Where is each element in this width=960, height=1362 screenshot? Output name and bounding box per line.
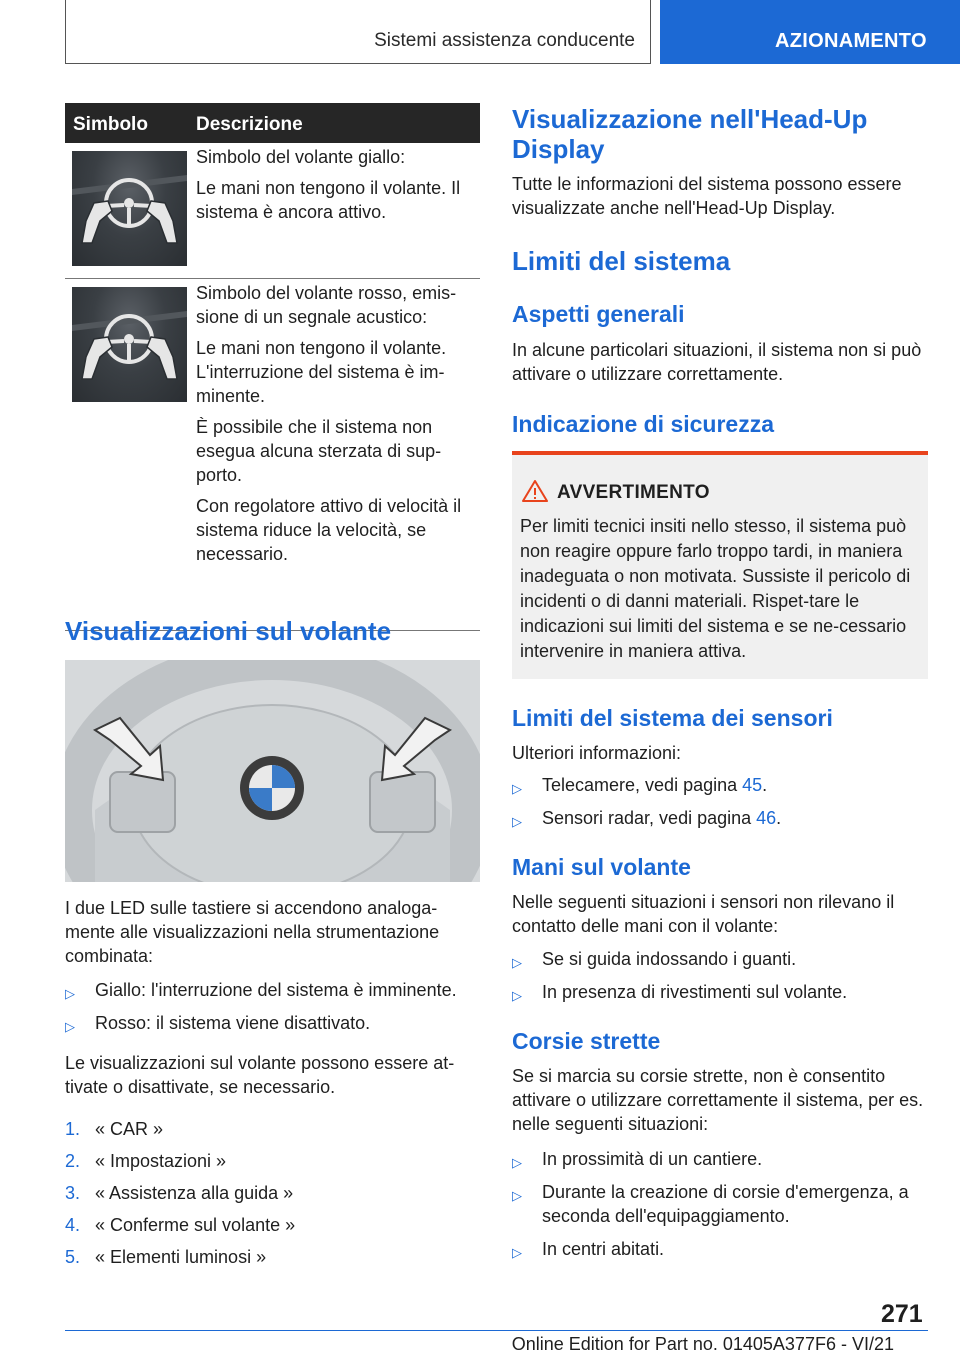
- heading-hands-on-wheel: Mani sul volante: [512, 854, 691, 880]
- triangle-bullet-icon: ▷: [65, 1019, 75, 1034]
- lanes-list: [512, 1147, 928, 1270]
- list-item: ▷ Se si guida indossando i guanti.: [512, 947, 928, 971]
- heading-safety-note: Indicazione di sicurezza: [512, 411, 775, 437]
- list-item: ▷ In presenza di rivestimenti sul volante.: [512, 980, 928, 1004]
- triangle-bullet-icon: ▷: [512, 955, 522, 970]
- triangle-bullet-icon: ▷: [512, 781, 522, 796]
- steering-wheel-hands-yellow-icon: [72, 151, 187, 266]
- general-text: In alcune particolari situazioni, il sistema non si può attivare o utilizzare correttamente.: [512, 340, 922, 384]
- list-item: 2. « Impostazioni »: [65, 1151, 227, 1171]
- activation-text: Le visualizzazioni sul volante possono essere at-tivate o disattivate, se necessario.: [65, 1053, 455, 1097]
- list-item: ▷ Giallo: l'interruzione del sistema è imminente.: [65, 978, 480, 1002]
- heading-sensor-limits: Limiti del sistema dei sensori: [512, 705, 833, 731]
- heading-narrow-lanes: Corsie strette: [512, 1028, 661, 1054]
- menu-steps-list: [65, 1117, 480, 1277]
- column-header-description: Descrizione: [196, 114, 303, 135]
- table-header: [65, 103, 480, 143]
- sensor-list: [512, 773, 928, 839]
- column-header-symbol: Simbolo: [73, 114, 148, 135]
- heading-system-limits: Limiti del sistema: [512, 246, 731, 276]
- row-description: [196, 145, 476, 231]
- list-item: ▷ Telecamere, vedi pagina 45.: [512, 773, 928, 797]
- description-line: Le mani non tengono il volante. L'interruzione del sistema è im-minente.: [196, 338, 447, 406]
- warning-box: [512, 451, 928, 679]
- page-link-cameras[interactable]: 45: [742, 775, 763, 795]
- edition-info: Online Edition for Part no. 01405A377F6 - VI/21: [511, 1334, 894, 1354]
- list-item: 1. « CAR »: [65, 1119, 164, 1139]
- page-link-radar[interactable]: 46: [756, 808, 777, 828]
- chapter-tab[interactable]: AZIONAMENTO: [660, 0, 960, 64]
- page-number: 271: [881, 1300, 923, 1328]
- heading-head-up-display: Visualizzazione nell'Head-Up Display: [512, 104, 868, 164]
- row-description: [196, 281, 476, 573]
- triangle-bullet-icon: ▷: [512, 1188, 522, 1203]
- lanes-text: Se si marcia su corsie strette, non è consentito attivare o utilizzare correttamente il sistema, per es. nelle seguenti situazioni:: [512, 1066, 924, 1134]
- triangle-bullet-icon: ▷: [512, 814, 522, 829]
- warning-title: AVVERTIMENTO: [557, 482, 710, 503]
- list-item: ▷ In prossimità di un cantiere.: [512, 1147, 928, 1171]
- section-title: Sistemi assistenza conducente: [374, 30, 635, 51]
- description-line: È possibile che il sistema non esegua alcuna sterzata di sup-porto.: [196, 417, 442, 485]
- sensor-intro: Ulteriori informazioni:: [512, 743, 682, 763]
- description-line: Le mani non tengono il volante. Il sistema è ancora attivo.: [196, 178, 461, 222]
- triangle-bullet-icon: ▷: [512, 1155, 522, 1170]
- steering-wheel-photo: [65, 660, 480, 882]
- symbol-table: [65, 103, 480, 631]
- hands-list: [512, 947, 928, 1013]
- list-item: ▷ Rosso: il sistema viene disattivato.: [65, 1011, 480, 1035]
- table-row: [65, 143, 480, 279]
- heading-steering-wheel-displays: Visualizzazioni sul volante: [65, 616, 392, 646]
- heading-general-aspects: Aspetti generali: [512, 301, 685, 327]
- triangle-bullet-icon: ▷: [512, 1245, 522, 1260]
- list-item: ▷ Durante la creazione di corsie d'emergenza, a seconda dell'equipaggiamento.: [512, 1182, 909, 1226]
- hud-text: Tutte le informazioni del sistema possono essere visualizzate anche nell'Head-Up Display.: [512, 174, 902, 218]
- led-intro: I due LED sulle tastiere si accendono analoga-mente alle visualizzazioni nella strumentazione combinata:: [65, 898, 440, 966]
- description-line: Con regolatore attivo di velocità il sistema riduce la velocità, se necessario.: [196, 496, 462, 564]
- list-item: ▷ In centri abitati.: [512, 1237, 928, 1261]
- description-line: Simbolo del volante rosso, emis-sione di un segnale acustico:: [196, 283, 457, 327]
- footer-divider: [65, 1330, 928, 1331]
- description-line: Simbolo del volante giallo:: [196, 147, 406, 167]
- triangle-bullet-icon: ▷: [65, 986, 75, 1001]
- hands-text: Nelle seguenti situazioni i sensori non rilevano il contatto delle mani con il volante:: [512, 892, 895, 936]
- steering-wheel-hands-red-icon: [72, 287, 187, 402]
- triangle-bullet-icon: ▷: [512, 988, 522, 1003]
- table-row: [65, 279, 480, 631]
- warning-triangle-icon: [522, 479, 548, 503]
- led-bullet-list: [65, 978, 480, 1044]
- warning-text: Per limiti tecnici insiti nello stesso, il sistema può non reagire oppure farlo troppo tardi, in maniera inadeguata o non motivata. Sussiste il pericolo di incidenti o di danni materiali. Rispet-tare le indicazioni sui limiti del sistema e se ne-cessario intervenire in maniera attiva.: [520, 516, 911, 661]
- list-item: 5. « Elementi luminosi »: [65, 1247, 267, 1267]
- list-item: 4. « Conferme sul volante »: [65, 1215, 296, 1235]
- list-item: 3. « Assistenza alla guida »: [65, 1183, 294, 1203]
- list-item: ▷ Sensori radar, vedi pagina 46.: [512, 806, 928, 830]
